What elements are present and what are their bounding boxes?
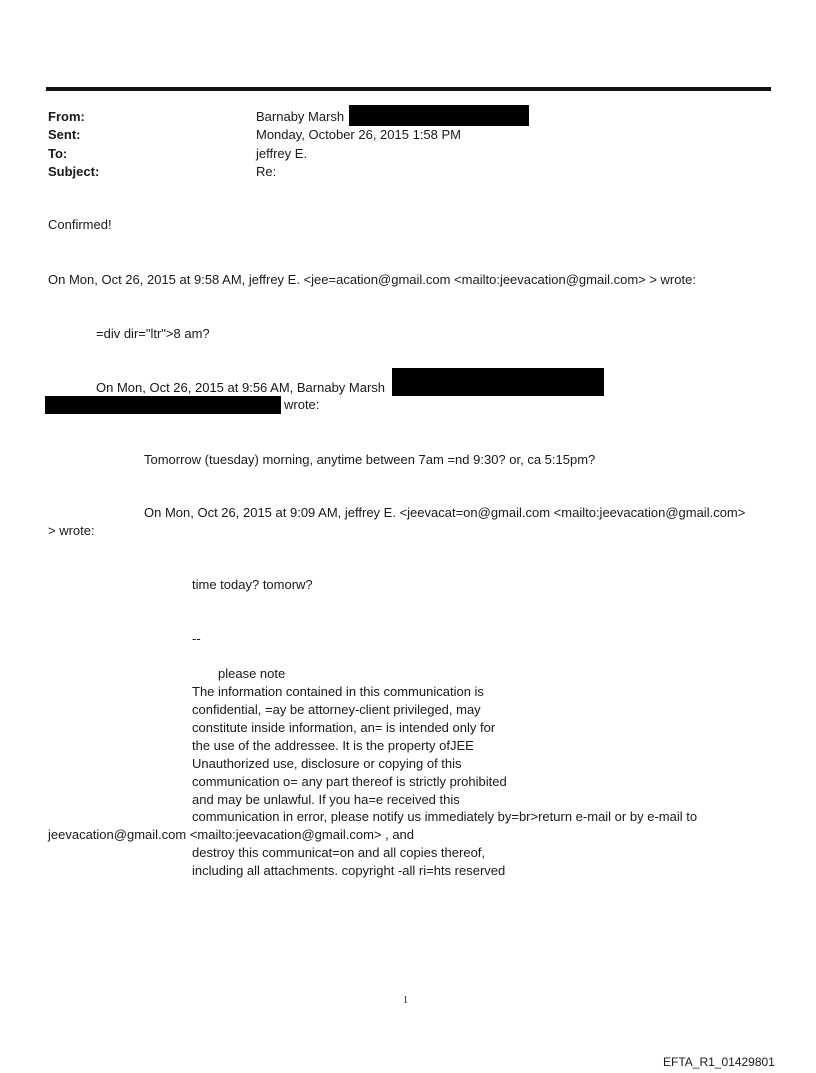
quote1-body: =div dir="ltr">8 am? xyxy=(96,326,210,341)
to-value: jeffrey E. xyxy=(256,146,308,161)
disclaimer-line: Unauthorized use, disclosure or copying of this xyxy=(192,756,462,771)
redaction-box xyxy=(45,396,281,414)
sent-label: Sent: xyxy=(48,127,81,142)
signature-separator: -- xyxy=(192,631,201,646)
reply-text: Confirmed! xyxy=(48,217,112,232)
redaction-box xyxy=(349,105,529,126)
page-number: 1 xyxy=(403,995,408,1006)
from-label: From: xyxy=(48,109,85,124)
quote2-header: On Mon, Oct 26, 2015 at 9:56 AM, Barnaby Marsh xyxy=(96,380,386,395)
disclaimer-line: constitute inside information, an= is intended only for xyxy=(192,720,496,735)
subject-label: Subject: xyxy=(48,164,100,179)
disclaimer-line: including all attachments. copyright -all ri=hts reserved xyxy=(192,863,506,878)
disclaimer-line: communication o= any part thereof is strictly prohibited xyxy=(192,774,507,789)
document-id: EFTA_R1_01429801 xyxy=(663,1055,775,1069)
header-rule xyxy=(46,87,771,91)
quote2-body: Tomorrow (tuesday) morning, anytime between 7am =nd 9:30? or, ca 5:15pm? xyxy=(144,452,596,467)
subject-value: Re: xyxy=(256,164,277,179)
disclaimer-line: destroy this communicat=on and all copies thereof, xyxy=(192,845,486,860)
redaction-box xyxy=(392,368,604,396)
quote1-header: On Mon, Oct 26, 2015 at 9:58 AM, jeffrey E. <jee=acation@gmail.com <mailto:jeevacation@gmail.com> > wrote: xyxy=(48,272,696,287)
quote3-header-cont: > wrote: xyxy=(48,523,95,538)
disclaimer-line: the use of the addressee. It is the property ofJEE xyxy=(192,738,474,753)
disclaimer-line: communication in error, please notify us immediately by=br>return e-mail or by e-mail to xyxy=(192,809,698,824)
quote3-body: time today? tomorw? xyxy=(192,577,313,592)
disclaimer-email-line: jeevacation@gmail.com <mailto:jeevacation@gmail.com> , and xyxy=(48,827,415,842)
to-label: To: xyxy=(48,146,68,161)
sent-value: Monday, October 26, 2015 1:58 PM xyxy=(256,127,461,142)
disclaimer-line: and may be unlawful. If you ha=e received this xyxy=(192,792,460,807)
quote3-header: On Mon, Oct 26, 2015 at 9:09 AM, jeffrey E. <jeevacat=on@gmail.com <mailto:jeevacation@gmail.com> xyxy=(144,505,746,520)
disclaimer-line: The information contained in this communication is xyxy=(192,684,484,699)
disclaimer-title: please note xyxy=(218,666,286,681)
from-value: Barnaby Marsh xyxy=(256,109,345,124)
disclaimer-line: confidential, =ay be attorney-client privileged, may xyxy=(192,702,481,717)
quote2-wrote: wrote: xyxy=(284,397,320,412)
